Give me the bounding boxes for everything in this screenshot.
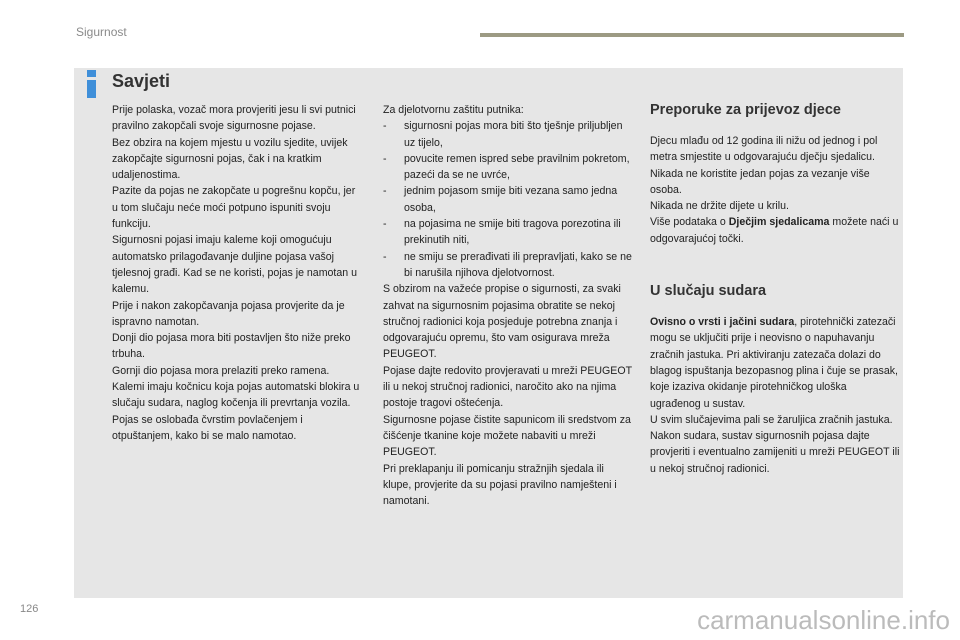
paragraph: Prije i nakon zakopčavanja pojasa provjerite da je ispravno namotan. [112, 299, 345, 328]
paragraph: Gornji dio pojasa mora prelaziti preko ramena. [112, 364, 330, 377]
page-number: 126 [20, 603, 39, 615]
paragraph: Sigurnosni pojasi imaju kaleme koji omogućuju automatsko prilagođavanje duljine pojasa vašoj tjelesnoj građi. Kad se ne koristi, pojas je namotan u kalemu. [112, 234, 357, 296]
list-item [383, 216, 635, 249]
paragraph: Pojase dajte redovito provjeravati u mreži PEUGEOT ili u nekoj stručnoj radionici, naročito ako na njima postoje tragovi oštećenja. [383, 364, 632, 410]
panel-title: Savjeti [112, 71, 171, 91]
list-item [383, 249, 635, 282]
more-info-suffix: možete naći u odgovarajućoj točki. [650, 216, 899, 245]
dash-marker: - [383, 152, 387, 165]
column-left [112, 102, 360, 444]
more-info-paragraph [650, 214, 900, 247]
list-item [383, 183, 635, 216]
info-icon-dot [87, 70, 96, 77]
paragraph: Sigurnosne pojase čistite sapunicom ili sredstvom za čišćenje tkanine koje možete nabaviti u mreži PEUGEOT. [383, 413, 631, 459]
paragraph: Bez obzira na kojem mjestu u vozilu sjedite, uvijek zakopčajte sigurnosni pojas, čak i na kratkim udaljenostima. [112, 136, 348, 182]
paragraph: Djecu mlađu od 12 godina ili nižu od jednog i pol metra smjestite u odgovarajuću dječju sjedalicu. [650, 135, 878, 164]
collision-lead-bold: Ovisno o vrsti i jačini sudara [650, 316, 795, 329]
list-item-text: jednim pojasom smije biti vezana samo jedna osoba, [404, 185, 618, 214]
paragraph: Nikada ne koristite jedan pojas za vezanje više osoba. [650, 167, 870, 196]
paragraph: S obzirom na važeće propise o sigurnosti, za svaki zahvat na sigurnosnim pojasima obratite se nekoj stručnoj radionici koja posjeduje potrebna znanja i odgovarajuću opremu, što vam osigurava mreža PEUGEOT. [383, 283, 621, 361]
paragraph: Nakon sudara, sustav sigurnosnih pojasa dajte provjeriti i eventualno zamijeniti u mreži PEUGEOT ili u nekoj stručnoj radionici. [650, 430, 900, 475]
watermark: carmanualsonline.info [697, 605, 950, 635]
info-icon-stem [87, 80, 96, 98]
column-middle [383, 102, 635, 509]
child-transport-heading: Preporuke za prijevoz djece [650, 102, 841, 118]
paragraph: Prije polaska, vozač mora provjeriti jesu li svi putnici pravilno zakopčali svoje sigurnosne pojase. [112, 104, 356, 133]
info-icon [84, 70, 99, 98]
section-title: Sigurnost [76, 25, 127, 39]
dash-marker: - [383, 185, 387, 198]
paragraph: Donji dio pojasa mora biti postavljen što niže preko trbuha. [112, 332, 351, 361]
paragraph: Pazite da pojas ne zakopčate u pogrešnu kopču, jer u tom slučaju neće moći potpuno ispuniti svoju funkciju. [112, 185, 356, 231]
child-seats-reference: Dječjim sjedalicama [728, 216, 830, 229]
collision-heading: U slučaju sudara [650, 283, 767, 300]
list-item-text: sigurnosni pojas mora biti što tješnje priljubljen uz tijelo, [404, 120, 623, 149]
list-item [383, 151, 635, 184]
paragraph: U svim slučajevima pali se žaruljica zračnih jastuka. [650, 413, 893, 426]
collision-lead-paragraph [650, 314, 900, 412]
collision-lead-text: , pirotehnički zatezači mogu se uključiti prije i neovisno o napuhavanju zračnih jastuka. Pri aktiviranju zatezača dolazi do blagog ispuštanja bezopasnog plina i čuje se prasak, koje izaziva okidanje pirotehničkog uloška ugrađenog u sustav. [650, 316, 898, 410]
header-rule [480, 33, 904, 37]
dash-marker: - [383, 218, 387, 231]
dash-marker: - [383, 250, 387, 263]
column-right [650, 102, 900, 477]
paragraph: Pri preklapanju ili pomicanju stražnjih sjedala ili klupe, provjerite da su pojasi pravilno namješteni i namotani. [383, 462, 617, 508]
more-info-prefix: Više podataka o [650, 216, 729, 229]
list-item [383, 118, 635, 151]
paragraph: Kalemi imaju kočnicu koja pojas automatski blokira u slučaju sudara, naglog kočenja ili prevrtanja vozila. Pojas se oslobađa čvrstim povlačenjem i otpuštanjem, kako bi se malo namotao. [112, 381, 360, 442]
dash-marker: - [383, 120, 387, 133]
paragraph: Nikada ne držite dijete u krilu. [650, 200, 789, 213]
list-item-text: ne smiju se prerađivati ili prepravljati, kako se ne bi narušila njihova djelotvornost. [404, 250, 632, 279]
list-item-text: na pojasima ne smije biti tragova porezotina ili prekinutih niti, [404, 218, 621, 247]
list-item-text: povucite remen ispred sebe pravilnim pokretom, pazeći da se ne uvrće, [404, 152, 630, 182]
list-intro: Za djelotvornu zaštitu putnika: [383, 104, 524, 116]
